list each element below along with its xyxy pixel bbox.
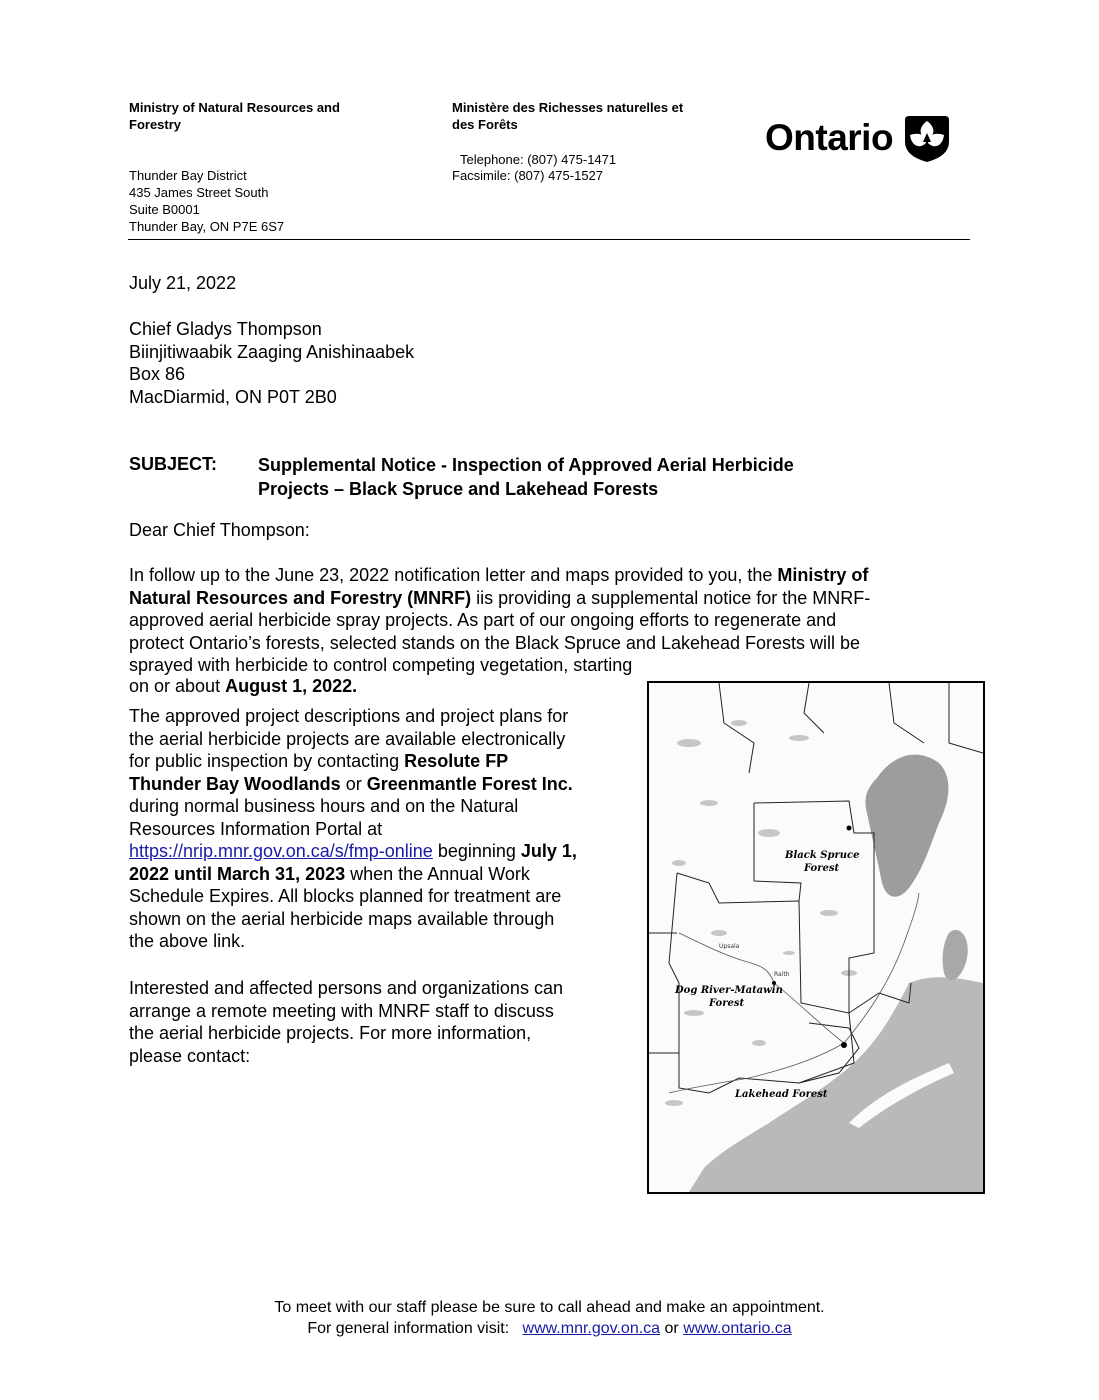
footer-or: or — [660, 1320, 684, 1337]
ministry-fr-line: des Forêts — [452, 117, 518, 132]
header-divider — [128, 239, 970, 240]
p1-bold: Ministry of — [777, 565, 869, 585]
town-label-upsala: Upsala — [719, 943, 740, 950]
p1-text: on or about — [129, 676, 226, 696]
address-line: Thunder Bay, ON P7E 6S7 — [129, 219, 285, 234]
footer-line-appointment: To meet with our staff please be sure to call ahead and make an appointment. — [274, 1299, 825, 1316]
p2-bold: 2022 until March 31, 2023 — [129, 863, 346, 884]
black-bay-water — [943, 930, 968, 980]
address-line: Thunder Bay District — [129, 168, 247, 183]
p2-line: Resources Information Portal at — [129, 818, 383, 839]
p3-line: please contact: — [129, 1045, 251, 1066]
mnr-website-link[interactable]: www.mnr.gov.on.ca — [522, 1320, 661, 1337]
recipient-line: Biinjitiwaabik Zaaging Anishinaabek — [129, 341, 415, 362]
lake-superior — [689, 977, 983, 1192]
p2-line: during normal business hours and on the Natural — [129, 796, 519, 816]
subject-line: Projects – Black Spruce and Lakehead Forests — [258, 479, 659, 499]
lake-nipigon — [865, 755, 948, 897]
recipient-block — [129, 318, 414, 408]
thunder-bay-marker — [841, 1042, 847, 1048]
fmp-online-link[interactable]: https://nrip.mnr.gov.on.ca/s/fmp-online — [129, 841, 433, 861]
p2-line: the aerial herbicide projects are available electronically — [129, 728, 566, 749]
address-line: 435 James Street South — [129, 185, 269, 200]
facsimile: Facsimile: (807) 475-1527 — [452, 168, 604, 183]
p2-bold: July 1, — [520, 841, 577, 861]
letter-date: July 21, 2022 — [129, 273, 237, 293]
ontario-logo — [765, 112, 953, 164]
p1-bold: August 1, 2022. — [225, 676, 358, 696]
paragraph-inspection — [129, 705, 639, 953]
recipient-line: Chief Gladys Thompson — [129, 319, 322, 339]
subject-label: SUBJECT: — [129, 454, 218, 474]
salutation: Dear Chief Thompson: — [129, 520, 310, 540]
recipient-line: MacDiarmid, ON P0T 2B0 — [129, 386, 337, 407]
subject-text — [258, 453, 794, 501]
subject-line: Supplemental Notice - Inspection of Approved Aerial Herbicide — [258, 455, 794, 475]
nipigon-marker — [847, 826, 852, 831]
ministry-name-english — [129, 99, 340, 133]
p2-text: for public inspection by contacting — [129, 751, 405, 771]
label-dog-river: Dog River-Matawin — [675, 985, 783, 996]
ontario-website-link[interactable]: www.ontario.ca — [683, 1320, 792, 1337]
p3-line: arrange a remote meeting with MNRF staff to discuss — [129, 1000, 554, 1021]
p1-text: In follow up to the June 23, 2022 notification letter and maps provided to you, the — [129, 565, 778, 585]
p1-bold: Natural Resources and Forestry (MNRF) — [129, 587, 472, 608]
p2-bold: Thunder Bay Woodlands — [129, 773, 341, 794]
p2-text: when the Annual Work — [345, 863, 530, 884]
p2-text: or — [340, 773, 367, 794]
label-black-spruce: Black Spruce — [785, 850, 860, 861]
paragraph-intro — [129, 564, 959, 698]
p2-line: shown on the aerial herbicide maps available through — [129, 908, 555, 929]
ministry-en-line: Ministry of Natural Resources and — [129, 100, 340, 115]
p1-line: protect Ontario’s forests, selected stands on the Black Spruce and Lakehead Forests will be — [129, 632, 861, 653]
label-dog-river-forest: Forest — [709, 998, 745, 1009]
trillium-icon — [901, 112, 953, 164]
town-label-raith: Raith — [774, 971, 790, 978]
p2-line: The approved project descriptions and project plans for — [129, 706, 569, 726]
p2-bold: Greenmantle Forest Inc. — [366, 773, 573, 794]
footer-prefix: For general information visit: — [307, 1320, 523, 1337]
ontario-wordmark: Ontario — [765, 117, 894, 158]
p1-line: sprayed with herbicide to control competing vegetation, starting — [129, 655, 633, 675]
footer-line-links — [0, 1318, 1099, 1339]
ministry-fr-line: Ministère des Richesses naturelles et — [452, 100, 684, 115]
p1-text: iis providing a supplemental notice for the MNRF- — [471, 587, 871, 608]
p2-text: beginning — [432, 841, 521, 861]
p3-line: the aerial herbicide projects. For more information, — [129, 1023, 532, 1043]
recipient-line: Box 86 — [129, 364, 186, 384]
address-line: Suite B0001 — [129, 202, 200, 217]
forest-map-graphic — [649, 683, 983, 1192]
district-address — [129, 167, 284, 235]
ministry-en-line: Forestry — [129, 117, 182, 132]
telephone: Telephone: (807) 475-1471 — [460, 152, 617, 167]
p1-line: approved aerial herbicide spray projects. As part of our ongoing efforts to regenerate and — [129, 610, 837, 630]
small-lakes — [665, 720, 860, 1106]
ministry-name-french — [452, 99, 683, 133]
p3-line: Interested and affected persons and organizations can — [129, 978, 563, 998]
forest-map — [647, 681, 985, 1194]
label-lakehead: Lakehead Forest — [735, 1089, 828, 1100]
footer — [0, 1297, 1099, 1339]
p2-line: Schedule Expires. All blocks planned for treatment are — [129, 886, 562, 906]
paragraph-contact — [129, 977, 639, 1067]
label-black-spruce-forest: Forest — [804, 863, 840, 874]
p2-bold: Resolute FP — [404, 751, 509, 771]
p2-line: the above link. — [129, 931, 246, 951]
